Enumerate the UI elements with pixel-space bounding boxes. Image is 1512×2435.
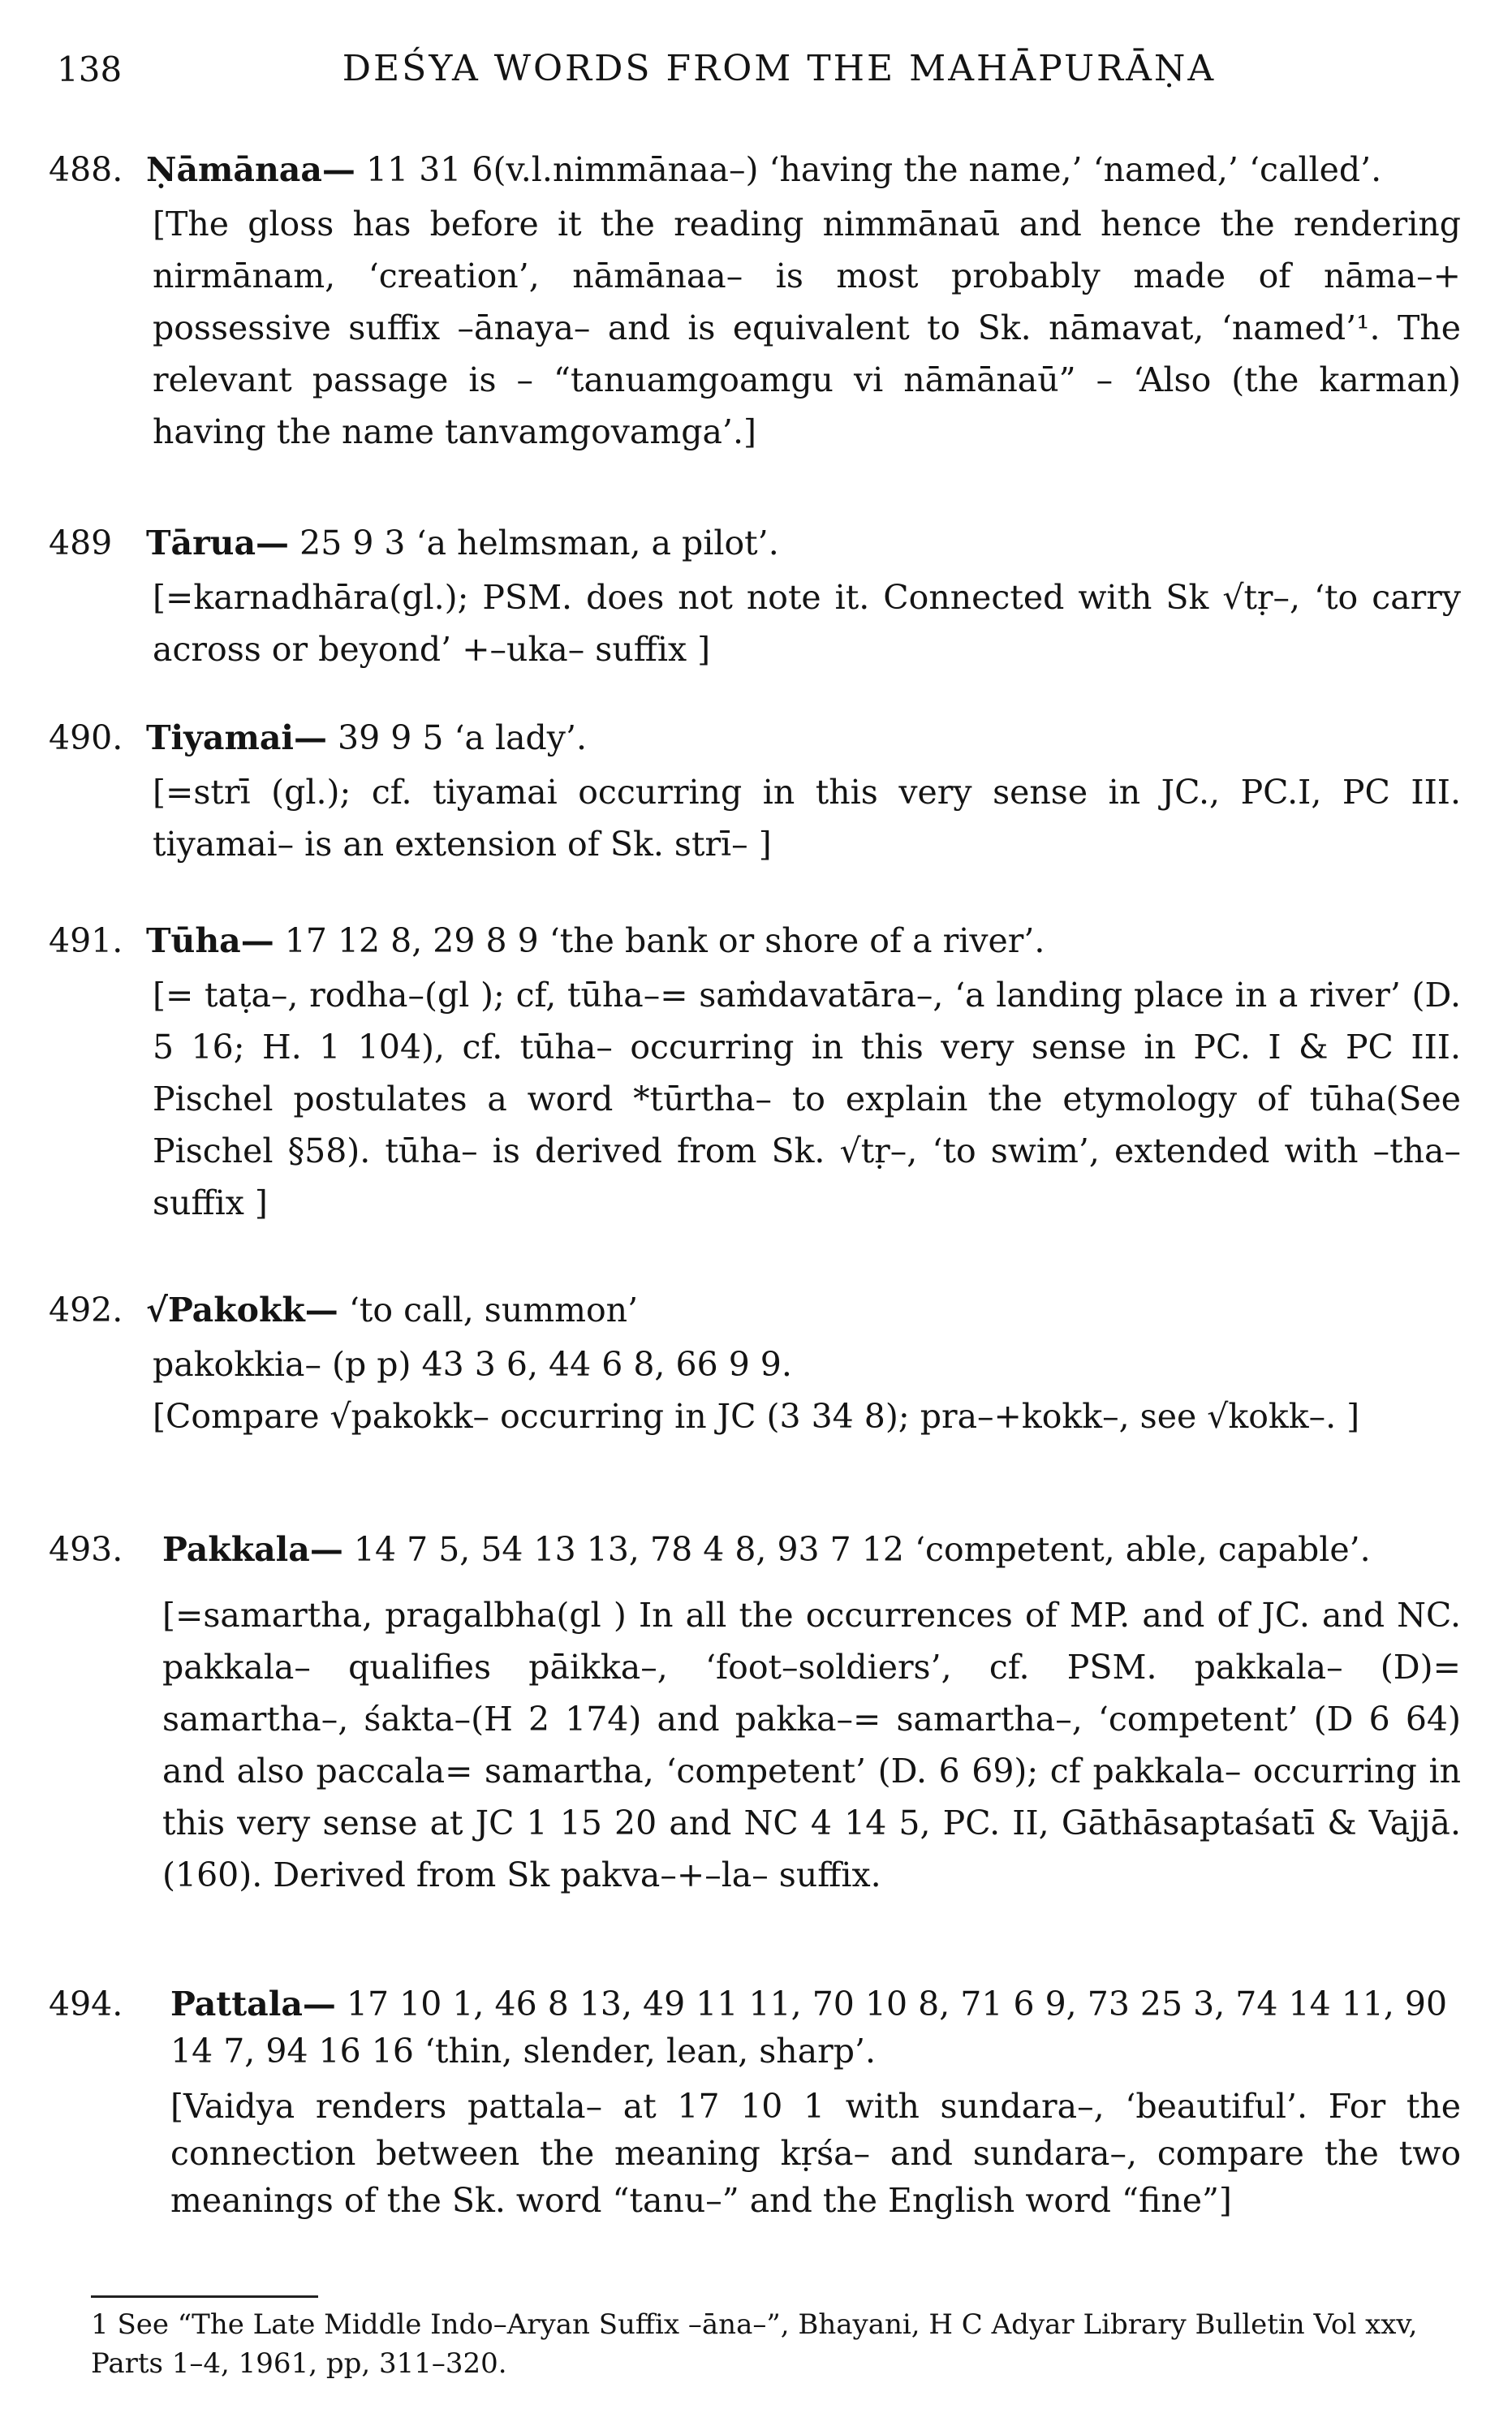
entry-heading <box>49 1286 1461 1334</box>
entry-commentary: [=samartha, pragalbha(gl ) In all the occurrences of MP. and of JC. and NC. pakkala– qualifies pāikka–, ‘foot–soldiers’, cf. PSM. pakkala– (D)= samartha–, śakta–(H 2 174) and pakka–= samartha–, ‘competent’ (D 6 64) and also paccala= samartha, ‘competent’ (D. 6 69); cf pakkala– occurring in this very sense at JC 1 15 20 and NC 4 14 5, PC. II, Gāthāsaptaśatī & Vajjā. (160). Derived from Sk pakva–+–la– suffix. <box>162 1596 1461 1894</box>
running-title: DEŚYA WORDS FROM THE MAHĀPURĀṆA <box>342 48 1217 89</box>
entry-headword: Pakkala— <box>162 1530 343 1569</box>
entry-492 <box>49 1286 1461 1442</box>
entry-number: 491. <box>49 921 123 960</box>
entry-commentary: [=strī (gl.); cf. tiyamai occurring in this very sense in JC., PC.I, PC III. tiyamai– is an extension of Sk. strī– ] <box>153 773 1461 864</box>
entry-number: 493. <box>49 1530 123 1569</box>
footnote-rule <box>91 2295 318 2298</box>
entry-number: 489 <box>49 524 113 562</box>
entry-commentary: [=karnadhāra(gl.); PSM. does not note it. Connected with Sk √tṛ–, ‘to carry across or beyond’ +–uka– suffix ] <box>153 578 1461 669</box>
entry-headword: Tūha— <box>146 921 274 960</box>
entry-references: 17 12 8, 29 8 9 ‘the bank or shore of a river’. <box>284 921 1045 960</box>
footnote <box>91 2305 1462 2383</box>
page-number: 138 <box>57 50 123 89</box>
entry-489 <box>49 519 1461 675</box>
entry-488 <box>49 146 1461 458</box>
entry-headword: √Pakokk— <box>146 1291 338 1330</box>
entry-number: 490. <box>49 718 123 757</box>
entry-headword: Pattala— <box>170 1985 336 2023</box>
entry-491 <box>49 917 1461 1229</box>
entry-references: 17 10 1, 46 8 13, 49 11 11, 70 10 8, 71 6 9, 73 25 3, 74 14 11, 90 14 7, 94 16 16 ‘thin, slender, lean, sharp’. <box>170 1985 1448 2071</box>
entry-references: 11 31 6(v.l.nimmānaa–) ‘having the name,’ ‘named,’ ‘called’. <box>365 150 1382 189</box>
entry-references: 39 9 5 ‘a lady’. <box>338 718 588 757</box>
entry-heading <box>49 1980 1461 2075</box>
entry-490 <box>49 714 1461 870</box>
entry-heading <box>49 917 1461 964</box>
entry-headword: Tiyamai— <box>146 718 327 757</box>
entry-heading <box>49 519 1461 567</box>
entry-heading <box>49 714 1461 761</box>
entry-commentary: [= taṭa–, rodha–(gl ); cf, tūha–= saṁdavatāra–, ‘a landing place in a river’ (D. 5 16; H. 1 104), cf. tūha– occurring in this very sense in PC. I & PC III. Pischel postulates a word *tūrtha– to explain the etymology of tūha(See Pischel §58). tūha– is derived from Sk. √tṛ–, ‘to swim’, extended with –tha– suffix ] <box>153 976 1461 1222</box>
entry-commentary: [Compare √pakokk– occurring in JC (3 34 8); pra–+kokk–, see √kokk–. ] <box>153 1397 1360 1436</box>
entry-number: 488. <box>49 150 123 189</box>
entry-references: ‘to call, summon’ <box>348 1291 639 1330</box>
entry-number: 494. <box>49 1985 123 2023</box>
entry-heading <box>49 1526 1461 1573</box>
entry-commentary: [The gloss has before it the reading nimmānaū and hence the rendering nirmānam, ‘creation’, nāmānaa– is most probably made of nāma–+ possessive suffix –ānaya– and is equivalent to Sk. nāmavat, ‘named’¹. The relevant passage is – “tanuamgoamgu vi nāmānaū” – ‘Also (the karman) having the name tanvamgovamga’.] <box>153 205 1461 451</box>
entry-participle-line: pakokkia– (p p) 43 3 6, 44 6 8, 66 9 9. <box>153 1345 792 1384</box>
entry-commentary: [Vaidya renders pattala– at 17 10 1 with sundara–, ‘beautiful’. For the connection between the meaning kṛśa– and sundara–, compare the two meanings of the Sk. word “tanu–” and the English word “fine”] <box>170 2087 1461 2220</box>
entry-493 <box>49 1526 1461 1901</box>
entry-494 <box>49 1980 1461 2224</box>
page-header <box>57 45 1453 101</box>
entry-headword: Ṇāmānaa— <box>146 150 355 189</box>
entry-number: 492. <box>49 1291 123 1330</box>
footnote-text: See “The Late Middle Indo–Aryan Suffix –āna–”, Bhayani, H C Adyar Library Bulletin Vol xxv, Parts 1–4, 1961, pp, 311–320. <box>91 2308 1418 2380</box>
entry-headword: Tārua— <box>146 524 290 562</box>
entry-references: 25 9 3 ‘a helmsman, a pilot’. <box>299 524 779 562</box>
footnote-mark: 1 <box>91 2308 109 2341</box>
entry-heading <box>49 146 1461 193</box>
entry-references: 14 7 5, 54 13 13, 78 4 8, 93 7 12 ‘competent, able, capable’. <box>353 1530 1371 1569</box>
